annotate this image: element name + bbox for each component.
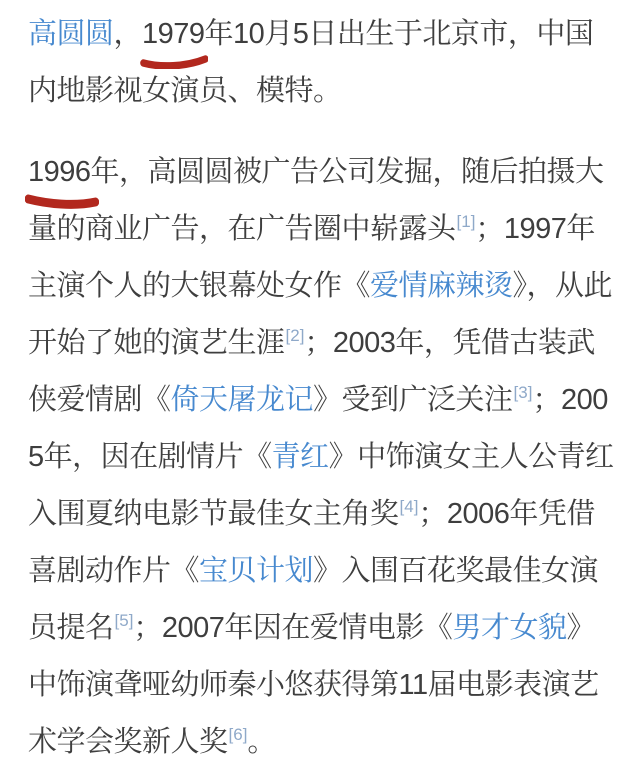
link-nancai-numao[interactable]: 男才女貌: [452, 612, 567, 644]
reference-1[interactable]: [1]: [456, 212, 476, 231]
text-segment: ；2005年，因在剧情片《: [28, 384, 608, 473]
year-1996-text: 1996: [28, 156, 91, 188]
link-qinghong[interactable]: 青红: [271, 441, 329, 473]
link-gao-yuanyuan[interactable]: 高圆圆: [28, 18, 114, 50]
text-segment: ；1997年主演个人的大银幕处女作《: [28, 213, 595, 302]
text-segment: 年10月5日出生于北京市，中国内地影视女演员、模特。: [28, 18, 594, 107]
paragraph-career: [28, 148, 618, 775]
reference-6[interactable]: [6]: [228, 725, 248, 744]
text-segment: 》中饰演女主人公青红入围夏纳电影节最佳女主角奖: [28, 441, 614, 530]
highlight-1996: [28, 148, 91, 196]
text-segment: ；2007年因在爱情电影《: [133, 612, 453, 644]
red-underline-icon: [140, 55, 209, 69]
text-segment: 年，高圆圆被广告公司发掘，随后拍摄大量的商业广告，在广告圈中崭露头: [28, 156, 604, 245]
text-segment: 》入围百花奖最佳女演员提名: [28, 555, 599, 644]
text-segment: ；2006年凭借喜剧动作片《: [28, 498, 595, 587]
text-segment: ，: [113, 18, 143, 50]
text-segment: 》中饰演聋哑幼师秦小悠获得第11届电影表演艺术学会奖新人奖: [28, 612, 599, 758]
paragraph-intro: [28, 10, 618, 124]
reference-5[interactable]: [5]: [114, 611, 134, 630]
text-segment: ；2003年，凭借古装武侠爱情剧《: [28, 327, 595, 416]
link-baobei-jihua[interactable]: 宝贝计划: [199, 555, 314, 587]
link-aiqing-malatang[interactable]: 爱情麻辣烫: [370, 270, 513, 302]
reference-4[interactable]: [4]: [399, 497, 419, 516]
text-segment: 。: [247, 726, 276, 758]
text-segment: 》受到广泛关注: [313, 384, 513, 416]
red-underline-icon: [25, 193, 99, 209]
highlight-1979: [142, 10, 205, 58]
link-yitian-tulongji[interactable]: 倚天屠龙记: [170, 384, 314, 416]
reference-2[interactable]: [2]: [285, 326, 305, 345]
reference-3[interactable]: [3]: [513, 383, 533, 402]
text-segment: 》，从此开始了她的演艺生涯: [28, 270, 613, 359]
year-1979-text: 1979: [142, 18, 205, 50]
